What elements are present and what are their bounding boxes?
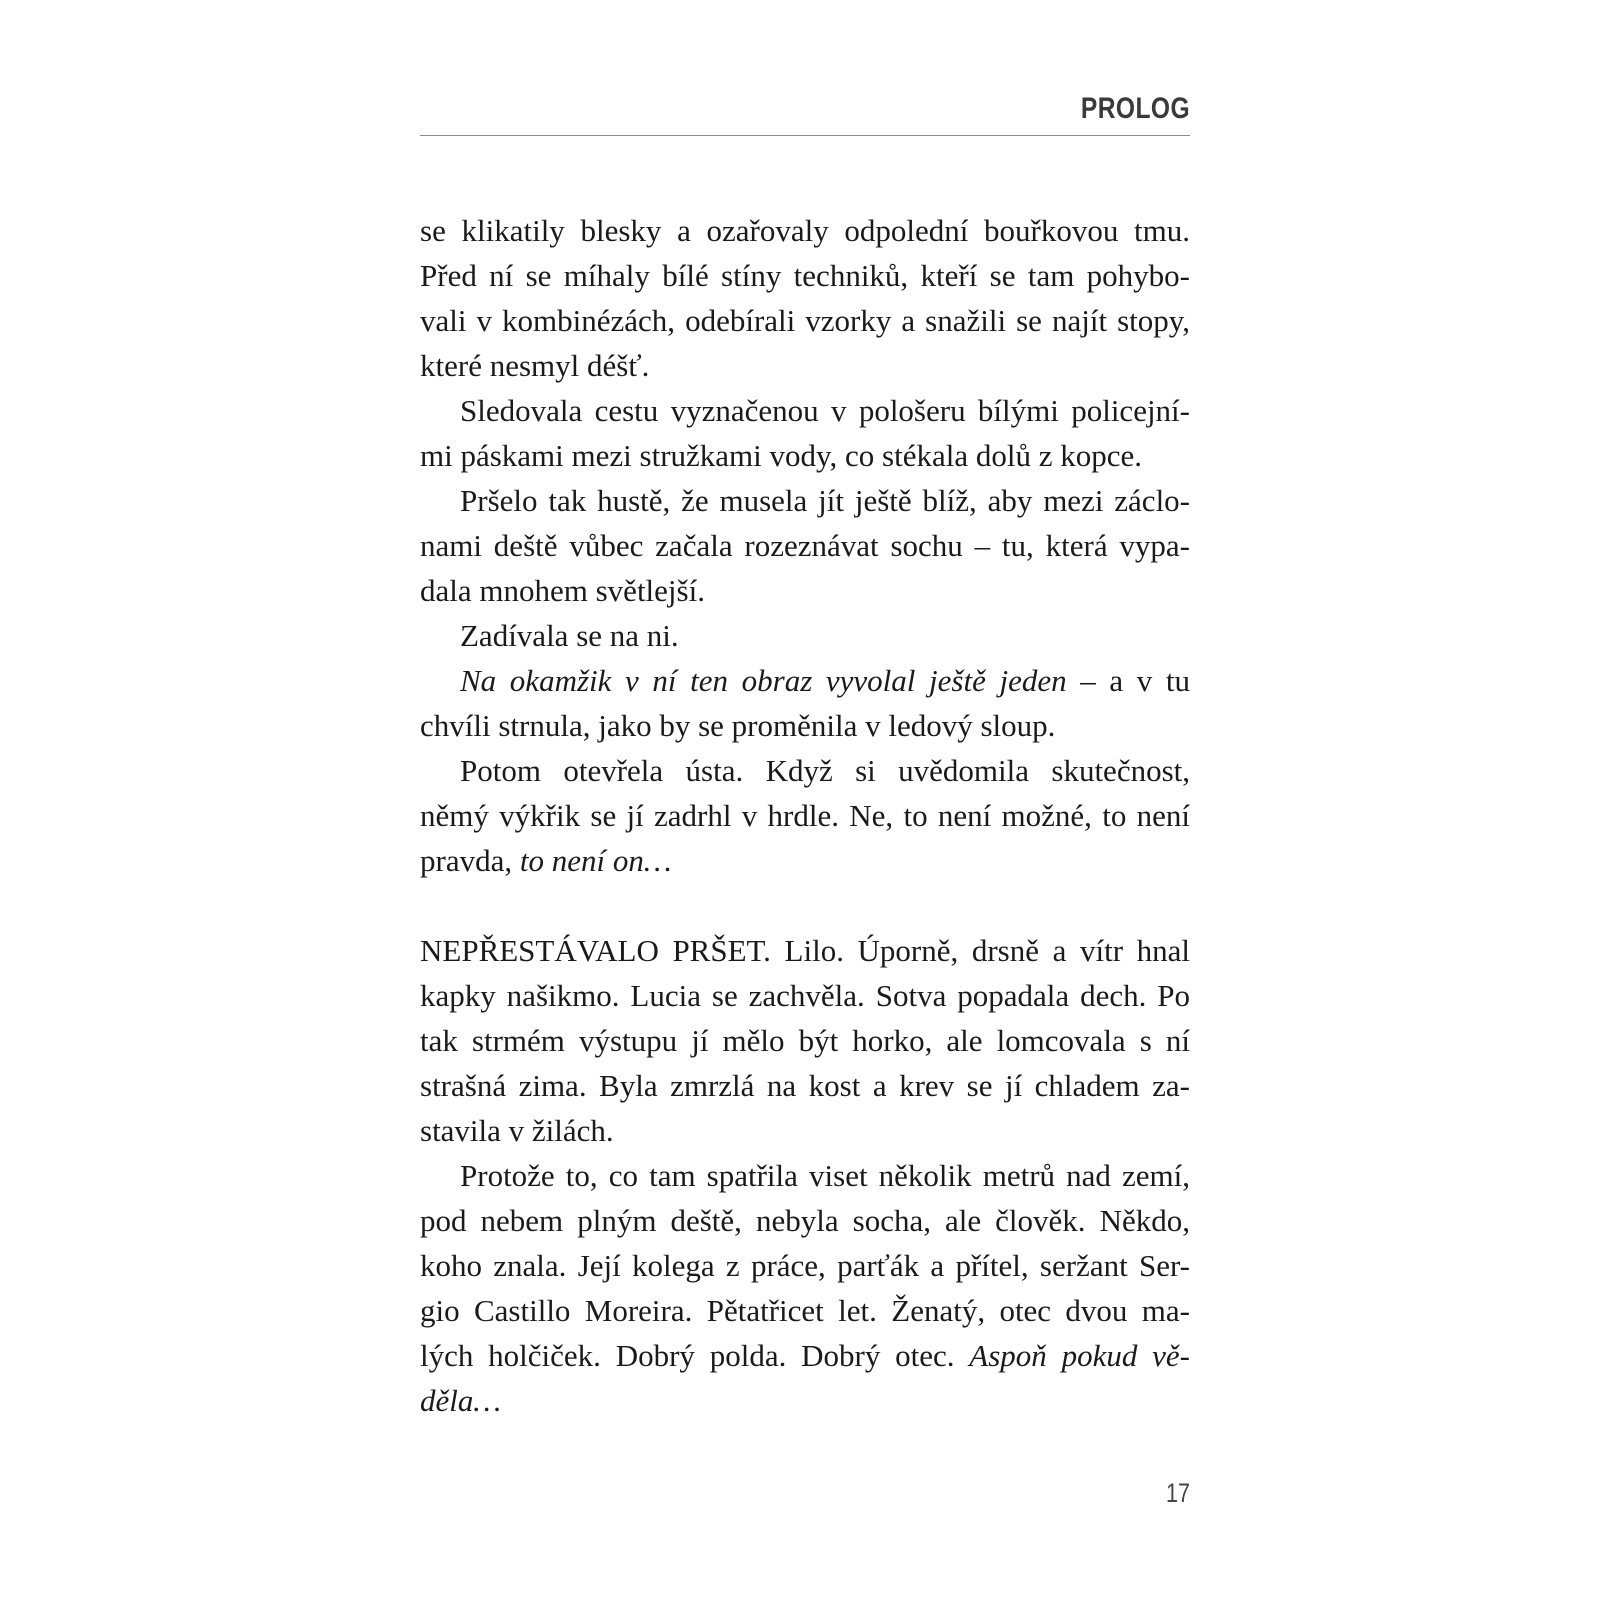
italic-phrase: Na okamžik v ní ten obraz vyvolal ještě jeden bbox=[460, 663, 1067, 698]
text-line: nami deště vůbec začala rozeznávat sochu – tu, která vypa- bbox=[420, 528, 1190, 563]
text-line: koho znala. Její kolega z práce, parťák a přítel, seržant Ser- bbox=[420, 1248, 1190, 1283]
text-line: mi páskami mezi stružkami vody, co stékala dolů z kopce. bbox=[420, 438, 1142, 473]
section-break bbox=[420, 883, 1190, 928]
text-line: němý výkřik se jí zadrhl v hrdle. Ne, to není možné, to není bbox=[420, 798, 1190, 833]
text-line bbox=[420, 658, 1190, 703]
page-number: 17 bbox=[1165, 1478, 1190, 1508]
text-line: chvíli strnula, jako by se proměnila v ledový sloup. bbox=[420, 708, 1056, 743]
text-line: Pršelo tak hustě, že musela jít ještě blíž, aby mezi záclo- bbox=[460, 483, 1190, 518]
text-line: tak strmém výstupu jí mělo být horko, ale lomcovala s ní bbox=[420, 1023, 1190, 1058]
text-line: stavila v žilách. bbox=[420, 1113, 614, 1148]
running-head-title: PROLOG bbox=[1080, 92, 1190, 125]
text-line: NEPŘESTÁVALO PRŠET. Lilo. Úporně, drsně a vítr hnal bbox=[420, 933, 1190, 968]
text-line: se klikatily blesky a ozařovaly odpolední bouřkovou tmu. bbox=[420, 213, 1190, 248]
text-fragment: – a v tu bbox=[1066, 663, 1190, 698]
italic-phrase: Aspoň pokud vě- bbox=[969, 1338, 1190, 1373]
text-fragment: pravda, bbox=[420, 843, 520, 878]
text-line bbox=[420, 1378, 1190, 1423]
text-line: kapky našikmo. Lucia se zachvěla. Sotva popadala dech. Po bbox=[420, 978, 1190, 1013]
text-line: dala mnohem světlejší. bbox=[420, 573, 705, 608]
text-line: vali v kombinézách, odebírali vzorky a snažili se najít stopy, bbox=[420, 303, 1190, 338]
italic-phrase: děla… bbox=[420, 1383, 501, 1418]
text-line: Před ní se míhaly bílé stíny techniků, kteří se tam pohybo- bbox=[420, 258, 1190, 293]
text-line: Potom otevřela ústa. Když si uvědomila skutečnost, bbox=[460, 753, 1190, 788]
text-line: strašná zima. Byla zmrzlá na kost a krev se jí chladem za- bbox=[420, 1068, 1190, 1103]
header-rule bbox=[420, 135, 1190, 136]
text-line: Sledovala cestu vyznačenou v pološeru bílými policejní- bbox=[460, 393, 1190, 428]
text-line: gio Castillo Moreira. Pětatřicet let. Ženatý, otec dvou ma- bbox=[420, 1293, 1190, 1328]
text-line bbox=[420, 838, 1190, 883]
text-line: které nesmyl déšť. bbox=[420, 348, 650, 383]
text-fragment: lých holčiček. Dobrý polda. Dobrý otec. bbox=[420, 1338, 970, 1373]
text-line: Zadívala se na ni. bbox=[460, 618, 679, 653]
body-text bbox=[420, 208, 1190, 1423]
text-line bbox=[420, 1333, 1190, 1378]
italic-phrase: to není on… bbox=[519, 843, 672, 878]
text-line: pod nebem plným deště, nebyla socha, ale člověk. Někdo, bbox=[420, 1203, 1190, 1238]
text-line: Protože to, co tam spatřila viset několik metrů nad zemí, bbox=[460, 1158, 1190, 1193]
